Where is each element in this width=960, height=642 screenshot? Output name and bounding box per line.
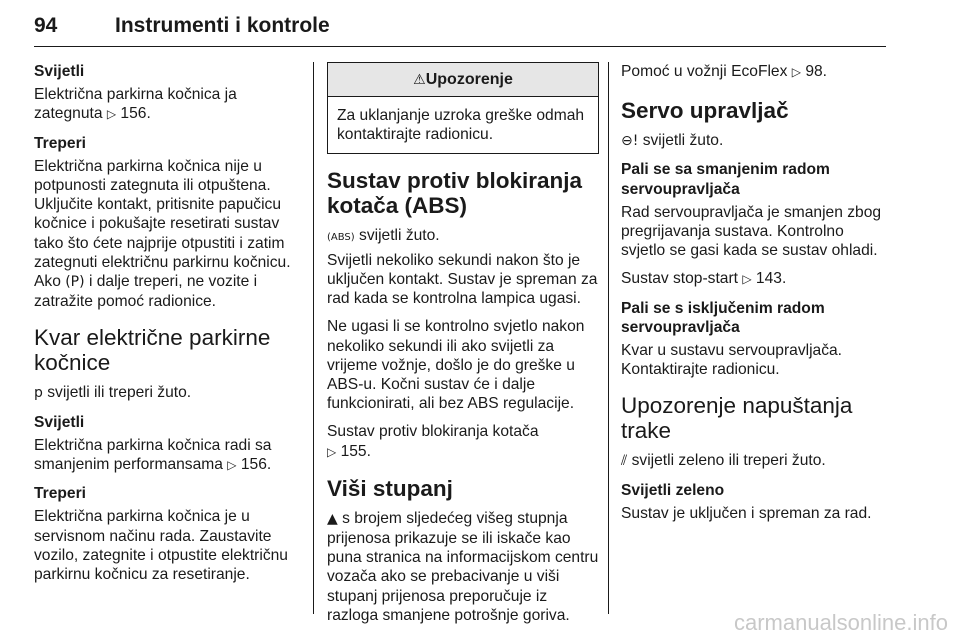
abs-paragraph-1: (ABS) svijetli žuto. [327, 226, 440, 244]
page-ref-arrow-icon: ▷ [742, 272, 752, 287]
visi-heading: Viši stupanj [327, 475, 453, 501]
middle-column [327, 62, 599, 634]
brake-fault-icon: p [34, 385, 43, 402]
page-ref-arrow-icon: ▷ [327, 444, 337, 459]
page-ref-arrow-icon: ▷ [227, 458, 237, 473]
warning-title: Upozorenje [425, 71, 513, 88]
right-column [621, 62, 891, 532]
pali1-paragraph: Rad servoupravljača je smanjen zbog pregrijavanja sustava. Kontrolno svjetlo se gasi kada se sustav ohladi. [621, 203, 882, 260]
page-ref-arrow-icon: ▷ [791, 65, 801, 79]
page-ref-link[interactable]: 143. [755, 270, 787, 288]
page-ref-link[interactable]: 155. [340, 442, 371, 460]
page-ref-arrow-icon: ▷ [106, 107, 117, 122]
treperi-heading: Treperi [34, 134, 87, 152]
header-divider [34, 46, 886, 47]
pali1-heading: Pali se sa smanjenim radom servoupravljača [621, 161, 830, 198]
stop-start-paragraph: Sustav stop-start ▷ 143. [621, 270, 787, 288]
left-column [34, 62, 304, 593]
lane-departure-icon: ⫽ [621, 453, 628, 470]
steering-warning-icon: ⊖! [621, 133, 639, 150]
servo-paragraph: ⊖! svijetli žuto. [621, 132, 724, 150]
servo-heading: Servo upravljač [621, 98, 789, 124]
page-ref-link[interactable]: 98. [805, 63, 828, 80]
column-divider-2 [608, 62, 609, 614]
parking-brake-icon: (P) [65, 274, 85, 291]
kvar-paragraph: p svijetli ili treperi žuto. [34, 384, 192, 402]
warning-box [327, 62, 599, 154]
abs-icon: (ABS) [327, 231, 355, 243]
page-header [34, 14, 888, 44]
abs-heading: Sustav protiv blokiranja kotača (ABS) [327, 167, 583, 218]
kvar-heading: Kvar električne parkirne kočnice [34, 325, 271, 376]
svijetli-paragraph: Električna parkirna kočnica ja zategnuta ▷ 156. [34, 86, 237, 123]
warning-icon: ⚠ [413, 72, 426, 88]
svijetli-heading: Svijetli [34, 63, 85, 80]
upshift-arrow-icon: ▲ [327, 510, 338, 527]
page-title: Instrumenti i kontrole [115, 14, 330, 37]
abs-paragraph-3: Ne ugasi li se kontrolno svjetlo nakon nekoliko sekundi ili ako svijetli za vrijeme vožnje, došlo je do greške u ABS-u. Kočni sustav će i dalje funkcionirati, ali bez ABS regulacije. [327, 318, 585, 413]
watermark: carmanualsonline.info [733, 610, 948, 635]
warning-body: Za uklanjanje uzroka greške odmah kontaktirajte radionicu. [337, 107, 585, 144]
treperi2-paragraph: Električna parkirna kočnica je u servisnom načinu rada. Zaustavite vozilo, zategnite i otpustite električnu parkirnu kočnicu za resetiranje. [34, 508, 288, 584]
svijetli2-paragraph: Električna parkirna kočnica radi sa smanjenim performansama ▷ 156. [34, 436, 272, 474]
warning-header [328, 63, 598, 97]
column-divider-1 [313, 62, 314, 614]
lane-heading: Upozorenje napuštanja trake [621, 393, 853, 444]
page-ref-link[interactable]: 156. [240, 456, 272, 474]
treperi-paragraph: Električna parkirna kočnica nije u potpunosti zategnuta ili otpuštena. Uključite kontakt, pritisnite papučicu kočnice i pokušajte resetirati sustav tako što ćete najprije otpustiti i zatim zategnuti električnu parkirnu kočnicu. Ako (P) i dalje treperi, ne vozite i zatražite pomoć radionice. [34, 157, 291, 311]
treperi2-heading: Treperi [34, 485, 87, 503]
pali2-heading: Pali se s isključenim radom servoupravljača [621, 299, 825, 336]
lane-paragraph: ⫽ svijetli zeleno ili treperi žuto. [621, 452, 826, 470]
zeleno-paragraph: Sustav je uključen i spreman za rad. [621, 504, 872, 522]
page-ref-link[interactable]: 156. [120, 105, 151, 123]
page-number: 94 [34, 14, 58, 37]
abs-paragraph-4: Sustav protiv blokiranja kotača ▷ 155. [327, 423, 539, 460]
abs-paragraph-2: Svijetli nekoliko sekundi nakon što je uključen kontakt. Sustav je spreman za rad kada se kontrolna lampica ugasi. [327, 251, 598, 308]
pali2-paragraph: Kvar u sustavu servoupravljača. Kontaktirajte radionicu. [621, 342, 843, 379]
ecoflex-paragraph: Pomoć u vožnji EcoFlex ▷ 98. [621, 63, 828, 80]
svijetli2-heading: Svijetli [34, 413, 85, 431]
visi-paragraph: ▲ s brojem sljedećeg višeg stupnja prijenosa prikazuje se ili iskače kao puna stranica na informacijskom centru vozača ako se prebacivanje u viši stupanj prijenosa preporučuje iz razloga smanjene potrošnje goriva. [327, 509, 599, 624]
zeleno-heading: Svijetli zeleno [621, 481, 725, 499]
